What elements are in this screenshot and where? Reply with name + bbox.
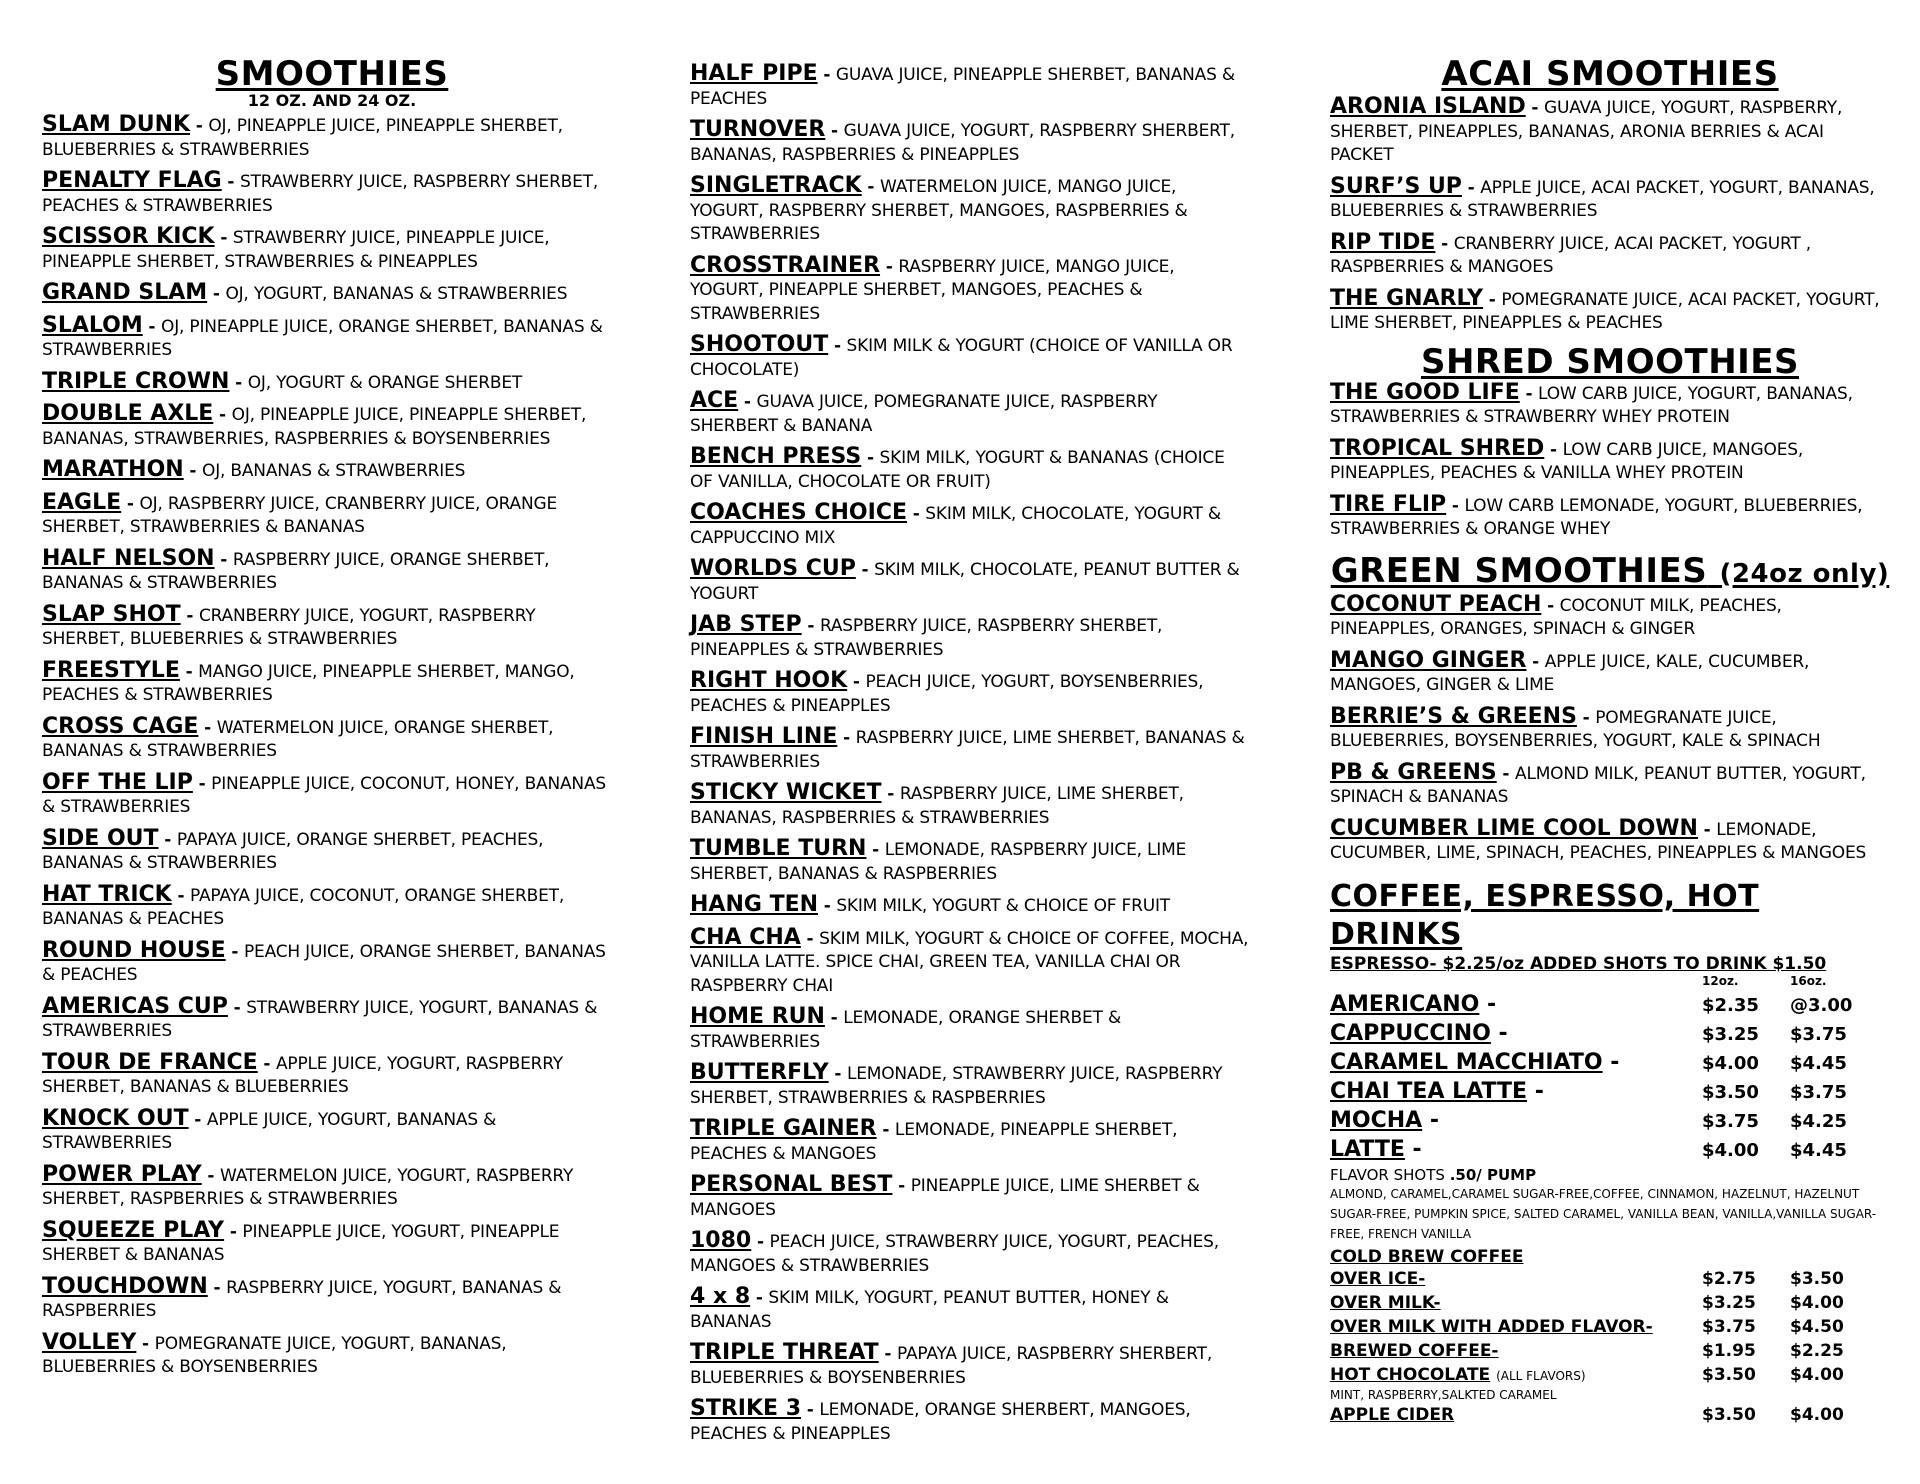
menu-item: SHOOTOUT - SKIM MILK & YOGURT (CHOICE OF VANILLA OR CHOCOLATE) [690,332,1233,380]
cold-brew-price-12: $2.75 [1702,1268,1756,1289]
menu-item-name: EAGLE [42,489,122,515]
menu-item-desc: RASPBERRY JUICE, ORANGE SHERBET, BANANAS & STRAWBERRIES [42,549,550,593]
menu-item-desc: GUAVA JUICE, YOGURT, RASPBERRY SHERBERT, BANANAS, RASPBERRIES & PINEAPPLES [690,121,1235,165]
menu-item-desc: PEACH JUICE, ORANGE SHERBET, BANANAS & PEACHES [42,941,606,985]
menu-item-desc: APPLE JUICE, YOGURT, RASPBERRY SHERBET, BANANAS & BLUEBERRIES [42,1053,563,1097]
menu-item-desc: MANGO JUICE, PINEAPPLE SHERBET, MANGO, PEACHES & STRAWBERRIES [42,661,575,705]
menu-item-desc: GUAVA JUICE, PINEAPPLE SHERBET, BANANAS & PEACHES [690,65,1235,109]
shred-list [1330,381,1890,542]
menu-item-name: TRIPLE CROWN [42,368,230,394]
menu-item: DOUBLE AXLE - OJ, PINEAPPLE JUICE, PINEAPPLE SHERBET, BANANAS, STRAWBERRIES, RASPBERRIES & BOYSENBERRIES [42,401,587,449]
menu-item-desc: STRAWBERRY JUICE, PINEAPPLE JUICE, PINEAPPLE SHERBET, STRAWBERRIES & PINEAPPLES [42,228,550,272]
menu-item: SINGLETRACK - WATERMELON JUICE, MANGO JUICE, YOGURT, RASPBERRY SHERBET, MANGOES, RASPBERRIES & STRAWBERRIES [690,173,1188,244]
menu-item-desc: STRAWBERRY JUICE, YOGURT, BANANAS & STRAWBERRIES [42,997,598,1041]
drink-name: LATTE [1330,1136,1405,1162]
menu-item: PENALTY FLAG - STRAWBERRY JUICE, RASPBERRY SHERBET, PEACHES & STRAWBERRIES [42,168,599,216]
hot-chocolate-note: (ALL FLAVORS) [1496,1368,1586,1383]
menu-item-desc: POMEGRANATE JUICE, ACAI PACKET, YOGURT, LIME SHERBET, PINEAPPLES & PEACHES [1330,289,1880,333]
cold-brew-price-12: $3.75 [1702,1316,1756,1337]
menu-item-name: 1080 [690,1228,752,1253]
menu-item-desc: RASPBERRY JUICE, LIME SHERBET, BANANAS, RASPBERRIES & STRAWBERRIES [690,784,1184,828]
menu-item: SLAP SHOT - CRANBERRY JUICE, YOGURT, RASPBERRY SHERBET, BLUEBERRIES & STRAWBERRIES [42,601,536,649]
menu-item-name: SLAM DUNK [42,112,191,137]
menu-item: OFF THE LIP - PINEAPPLE JUICE, COCONUT, HONEY, BANANAS & STRAWBERRIES [42,769,606,817]
menu-item-name: COCONUT PEACH [1330,591,1542,617]
menu-item-name: STRIKE 3 [690,1396,802,1421]
menu-item-desc: LOW CARB LEMONADE, YOGURT, BLUEBERRIES, STRAWBERRIES & ORANGE WHEY [1330,495,1863,539]
menu-item: RIP TIDE - CRANBERRY JUICE, ACAI PACKET, YOGURT , RASPBERRIES & MANGOES [1330,229,1811,277]
menu-item: SIDE OUT - PAPAYA JUICE, ORANGE SHERBET, PEACHES, BANANAS & STRAWBERRIES [42,825,544,873]
menu-item-desc: CRANBERRY JUICE, ACAI PACKET, YOGURT , RASPBERRIES & MANGOES [1330,233,1811,277]
menu-item-desc: SKIM MILK, YOGURT & CHOICE OF COFFEE, MOCHA, VANILLA LATTE. SPICE CHAI, GREEN TEA, VANILLA CHAI OR RASPBERRY CHAI [690,928,1249,996]
menu-item-name: CUCUMBER LIME COOL DOWN [1330,815,1698,841]
menu-item: KNOCK OUT - APPLE JUICE, YOGURT, BANANAS & STRAWBERRIES [42,1105,497,1153]
cold-brew-list [1330,1267,1890,1363]
smoothies-list-2 [690,62,1250,1446]
apple-cider-price-12: $3.50 [1702,1404,1756,1425]
smoothies-title: SMOOTHIES [215,54,449,94]
drink-row: MOCHA - $3.75 $4.25 [1330,1108,1890,1137]
menu-item: HAT TRICK - PAPAYA JUICE, COCONUT, ORANGE SHERBET, BANANAS & PEACHES [42,881,565,929]
menu-item: PERSONAL BEST - PINEAPPLE JUICE, LIME SHERBET & MANGOES [690,1172,1200,1220]
menu-item: SURF’S UP - APPLE JUICE, ACAI PACKET, YOGURT, BANANAS, BLUEBERRIES & STRAWBERRIES [1330,173,1875,221]
menu-item-name: HALF NELSON [42,545,215,571]
menu-item-desc: CRANBERRY JUICE, YOGURT, RASPBERRY SHERBET, BLUEBERRIES & STRAWBERRIES [42,605,536,649]
menu-item-name: WORLDS CUP [690,556,856,581]
menu-item-desc: SKIM MILK, CHOCOLATE, PEANUT BUTTER & YOGURT [690,560,1240,604]
specialty-column [1330,55,1890,1427]
menu-item-name: BENCH PRESS [690,444,862,469]
menu-item: TRIPLE GAINER - LEMONADE, PINEAPPLE SHERBET, PEACHES & MANGOES [690,1116,1178,1164]
hot-chocolate-flavors: MINT, RASPBERRY,SALKTED CARAMEL [1330,1387,1557,1402]
menu-item-name: HALF PIPE [690,61,818,86]
menu-item: POWER PLAY - WATERMELON JUICE, YOGURT, RASPBERRY SHERBET, RASPBERRIES & STRAWBERRIES [42,1161,574,1209]
size-16oz: 16oz. [1790,973,1827,988]
menu-item-name: KNOCK OUT [42,1105,189,1131]
menu-item-name: AMERICAS CUP [42,993,228,1019]
menu-item: CUCUMBER LIME COOL DOWN - LEMONADE, CUCUMBER, LIME, SPINACH, PEACHES, PINEAPPLES & MANGOES [1330,815,1867,863]
menu-item-name: SQUEEZE PLAY [42,1217,225,1243]
hot-chocolate-row [1330,1363,1890,1387]
cold-brew-row [1330,1315,1890,1339]
menu-item: BENCH PRESS - SKIM MILK, YOGURT & BANANAS (CHOICE OF VANILLA, CHOCOLATE OR FRUIT) [690,444,1225,492]
menu-item: SLAM DUNK - OJ, PINEAPPLE JUICE, PINEAPPLE SHERBET, BLUEBERRIES & STRAWBERRIES [42,112,563,160]
menu-item-desc: OJ, YOGURT, BANANAS & STRAWBERRIES [225,284,568,304]
menu-item-desc: WATERMELON JUICE, ORANGE SHERBET, BANANAS & STRAWBERRIES [42,717,554,761]
drink-price-12: $2.35 [1702,994,1759,1016]
menu-item-desc: SKIM MILK, YOGURT & BANANAS (CHOICE OF VANILLA, CHOCOLATE OR FRUIT) [690,448,1225,492]
menu-item: PB & GREENS - ALMOND MILK, PEANUT BUTTER, YOGURT, SPINACH & BANANAS [1330,759,1866,807]
cold-brew-name: OVER MILK- [1330,1292,1441,1313]
menu-item: THE GNARLY - POMEGRANATE JUICE, ACAI PACKET, YOGURT, LIME SHERBET, PINEAPPLES & PEACHES [1330,285,1880,333]
green-list [1330,593,1890,866]
size-header [1330,974,1890,992]
menu-item: AMERICAS CUP - STRAWBERRY JUICE, YOGURT, BANANAS & STRAWBERRIES [42,993,598,1041]
menu-item-name: PENALTY FLAG [42,168,222,193]
menu-item-name: POWER PLAY [42,1161,202,1187]
menu-item: HALF PIPE - GUAVA JUICE, PINEAPPLE SHERBET, BANANAS & PEACHES [690,61,1235,109]
menu-item-name: BERRIE’S & GREENS [1330,703,1577,729]
menu-item: STRIKE 3 - LEMONADE, ORANGE SHERBERT, MANGOES, PEACHES & PINEAPPLES [690,1396,1191,1444]
drink-row: CAPPUCCINO - $3.25 $3.75 [1330,1021,1890,1050]
menu-item: TUMBLE TURN - LEMONADE, RASPBERRY JUICE, LIME SHERBET, BANANAS & RASPBERRIES [690,836,1187,884]
drink-row: CARAMEL MACCHIATO - $4.00 $4.45 [1330,1050,1890,1079]
menu-item-name: HOME RUN [690,1004,825,1029]
menu-item-name: CHA CHA [690,924,801,950]
drink-name: CHAI TEA LATTE [1330,1078,1528,1104]
apple-cider-price-16: $4.00 [1790,1404,1844,1425]
menu-item: TRIPLE THREAT - PAPAYA JUICE, RASPBERRY SHERBERT, BLUEBERRIES & BOYSENBERRIES [690,1340,1213,1388]
menu-item-desc: POMEGRANATE JUICE, BLUEBERRIES, BOYSENBERRIES, YOGURT, KALE & SPINACH [1330,707,1821,751]
menu-item: TOUR DE FRANCE - APPLE JUICE, YOGURT, RASPBERRY SHERBET, BANANAS & BLUEBERRIES [42,1049,563,1097]
menu-item-name: ARONIA ISLAND [1330,94,1526,119]
menu-item: ARONIA ISLAND - GUAVA JUICE, YOGURT, RASPBERRY, SHERBET, PINEAPPLES, BANANAS, ARONIA BERRIES & ACAI PACKET [1330,94,1843,165]
menu-item: FINISH LINE - RASPBERRY JUICE, LIME SHERBET, BANANAS & STRAWBERRIES [690,724,1245,772]
menu-item: SQUEEZE PLAY - PINEAPPLE JUICE, YOGURT, PINEAPPLE SHERBET & BANANAS [42,1217,560,1265]
menu-item-desc: ALMOND MILK, PEANUT BUTTER, YOGURT, SPINACH & BANANAS [1330,763,1866,807]
menu-item-desc: WATERMELON JUICE, YOGURT, RASPBERRY SHERBET, RASPBERRIES & STRAWBERRIES [42,1165,574,1209]
menu-item-desc: SKIM MILK, YOGURT, PEANUT BUTTER, HONEY & BANANAS [690,1288,1169,1332]
menu-item: COCONUT PEACH - COCONUT MILK, PEACHES, PINEAPPLES, ORANGES, SPINACH & GINGER [1330,591,1782,639]
menu-item-name: HANG TEN [690,892,819,917]
hot-drinks-list [1330,992,1890,1166]
cold-brew-row [1330,1267,1890,1291]
drink-price-12: $4.00 [1702,1052,1759,1074]
menu-item-desc: SKIM MILK, YOGURT & CHOICE OF FRUIT [836,896,1170,916]
menu-item: ROUND HOUSE - PEACH JUICE, ORANGE SHERBET, BANANAS & PEACHES [42,937,606,985]
menu-item: TROPICAL SHRED - LOW CARB JUICE, MANGOES, PINEAPPLES, PEACHES & VANILLA WHEY PROTEIN [1330,435,1804,483]
menu-item-desc: PEACH JUICE, STRAWBERRY JUICE, YOGURT, PEACHES, MANGOES & STRAWBERRIES [690,1232,1219,1276]
menu-item-desc: PAPAYA JUICE, ORANGE SHERBET, PEACHES, BANANAS & STRAWBERRIES [42,829,544,873]
menu-item-desc: STRAWBERRY JUICE, RASPBERRY SHERBET, PEACHES & STRAWBERRIES [42,172,599,216]
menu-item-desc: PAPAYA JUICE, RASPBERRY SHERBERT, BLUEBERRIES & BOYSENBERRIES [690,1344,1213,1388]
cold-brew-name: OVER ICE- [1330,1268,1426,1289]
menu-item-desc: PINEAPPLE JUICE, COCONUT, HONEY, BANANAS & STRAWBERRIES [42,773,606,817]
menu-item-name: TOUR DE FRANCE [42,1049,258,1075]
menu-item-name: TUMBLE TURN [690,836,867,861]
menu-item-desc: OJ, RASPBERRY JUICE, CRANBERRY JUICE, ORANGE SHERBET, STRAWBERRIES & BANANAS [42,493,558,537]
menu-item: COACHES CHOICE - SKIM MILK, CHOCOLATE, YOGURT & CAPPUCCINO MIX [690,500,1221,548]
menu-item-desc: SKIM MILK & YOGURT (CHOICE OF VANILLA OR CHOCOLATE) [690,336,1233,380]
flavor-shots-price: .50/ PUMP [1449,1165,1537,1184]
menu-item-desc: RASPBERRY JUICE, LIME SHERBET, BANANAS & STRAWBERRIES [690,728,1245,772]
drink-price-16: $4.25 [1790,1110,1847,1132]
hot-chocolate-price-12: $3.50 [1702,1364,1756,1385]
drink-price-16: $4.45 [1790,1139,1847,1161]
menu-item: ACE - GUAVA JUICE, POMEGRANATE JUICE, RASPBERRY SHERBERT & BANANA [690,388,1158,436]
menu-item-name: CROSSTRAINER [690,252,881,278]
drink-price-16: $3.75 [1790,1023,1847,1045]
menu-item-desc: OJ, PINEAPPLE JUICE, ORANGE SHERBET, BANANAS & STRAWBERRIES [42,316,603,360]
menu-item-name: TIRE FLIP [1330,491,1447,517]
menu-item: MARATHON - OJ, BANANAS & STRAWBERRIES [42,457,466,482]
cold-brew-price-12: $3.25 [1702,1292,1756,1313]
menu-item: RIGHT HOOK - PEACH JUICE, YOGURT, BOYSENBERRIES, PEACHES & PINEAPPLES [690,668,1204,716]
menu-item: TIRE FLIP - LOW CARB LEMONADE, YOGURT, BLUEBERRIES, STRAWBERRIES & ORANGE WHEY [1330,491,1863,539]
menu-item-name: THE GOOD LIFE [1330,379,1520,405]
espresso-price: ESPRESSO- $2.25/oz ADDED SHOTS TO DRINK $1.50 [1330,953,1827,974]
drink-row: LATTE - $4.00 $4.45 [1330,1137,1890,1166]
menu-item-name: 4 x 8 [690,1284,751,1309]
cold-brew-name: OVER MILK WITH ADDED FLAVOR- [1330,1316,1653,1337]
green-title-text: GREEN SMOOTHIES [1330,550,1708,591]
smoothies-column-2 [690,62,1250,1453]
menu-item-name: PB & GREENS [1330,759,1497,785]
menu-item-desc: LEMONADE, CUCUMBER, LIME, SPINACH, PEACHES, PINEAPPLES & MANGOES [1330,819,1867,863]
menu-item-desc: COCONUT MILK, PEACHES, PINEAPPLES, ORANGES, SPINACH & GINGER [1330,595,1782,639]
menu-item-name: SHOOTOUT [690,332,829,357]
cold-brew-row [1330,1339,1890,1363]
cold-brew-price-16: $3.50 [1790,1268,1844,1289]
menu-item-desc: SKIM MILK, CHOCOLATE, YOGURT & CAPPUCCINO MIX [690,504,1221,548]
menu-item-name: THE GNARLY [1330,285,1484,311]
menu-item-desc: OJ, YOGURT & ORANGE SHERBET [247,372,523,393]
shred-title: SHRED SMOOTHIES [1420,341,1800,382]
menu-item-name: TROPICAL SHRED [1330,435,1545,461]
coffee-title: COFFEE, ESPRESSO, HOT DRINKS [1330,878,1760,952]
menu-item-desc: POMEGRANATE JUICE, YOGURT, BANANAS, BLUEBERRIES & BOYSENBERRIES [42,1333,507,1377]
menu-item-name: FREESTYLE [42,657,180,683]
menu-item-name: PERSONAL BEST [690,1172,893,1197]
menu-item: BERRIE’S & GREENS - POMEGRANATE JUICE, BLUEBERRIES, BOYSENBERRIES, YOGURT, KALE & SPINACH [1330,703,1821,751]
menu-item: MANGO GINGER - APPLE JUICE, KALE, CUCUMBER, MANGOES, GINGER & LIME [1330,647,1810,695]
menu-item-name: FINISH LINE [690,724,838,749]
menu-item-desc: OJ, PINEAPPLE JUICE, PINEAPPLE SHERBET, BANANAS, STRAWBERRIES, RASPBERRIES & BOYSENBERRIES [42,405,587,449]
menu-item-name: SCISSOR KICK [42,224,215,249]
acai-list [1330,95,1890,336]
drink-price-16: $3.75 [1790,1081,1847,1103]
hot-chocolate-price-16: $4.00 [1790,1364,1844,1385]
drink-row: CHAI TEA LATTE - $3.50 $3.75 [1330,1079,1890,1108]
menu-item-desc: APPLE JUICE, YOGURT, BANANAS & STRAWBERRIES [42,1109,497,1153]
cold-brew-price-16: $2.25 [1790,1340,1844,1361]
menu-item-name: SURF’S UP [1330,173,1462,199]
drink-name: CAPPUCCINO [1330,1020,1491,1046]
menu-item: SLALOM - OJ, PINEAPPLE JUICE, ORANGE SHERBET, BANANAS & STRAWBERRIES [42,312,603,360]
menu-item-name: VOLLEY [42,1329,137,1355]
menu-item: WORLDS CUP - SKIM MILK, CHOCOLATE, PEANUT BUTTER & YOGURT [690,556,1240,604]
menu-item: CROSSTRAINER - RASPBERRY JUICE, MANGO JUICE, YOGURT, PINEAPPLE SHERBET, MANGOES, PEACHES & STRAWBERRIES [690,252,1175,324]
menu-item-name: CROSS CAGE [42,713,199,739]
menu-item-desc: WATERMELON JUICE, MANGO JUICE, YOGURT, RASPBERRY SHERBET, MANGOES, RASPBERRIES & STRAWBERRIES [690,177,1188,244]
drink-name: MOCHA [1330,1107,1423,1133]
menu-item-name: ACE [690,388,739,413]
menu-item: EAGLE - OJ, RASPBERRY JUICE, CRANBERRY JUICE, ORANGE SHERBET, STRAWBERRIES & BANANAS [42,489,558,537]
menu-item-name: COACHES CHOICE [690,500,907,525]
menu-item-desc: LEMONADE, RASPBERRY JUICE, LIME SHERBET, BANANAS & RASPBERRIES [690,840,1187,884]
menu-item: FREESTYLE - MANGO JUICE, PINEAPPLE SHERBET, MANGO, PEACHES & STRAWBERRIES [42,657,575,705]
menu-item: TURNOVER - GUAVA JUICE, YOGURT, RASPBERRY SHERBERT, BANANAS, RASPBERRIES & PINEAPPLES [690,117,1235,165]
apple-cider-name: APPLE CIDER [1330,1404,1455,1425]
menu-item: 1080 - PEACH JUICE, STRAWBERRY JUICE, YOGURT, PEACHES, MANGOES & STRAWBERRIES [690,1228,1219,1276]
menu-item: THE GOOD LIFE - LOW CARB JUICE, YOGURT, BANANAS, STRAWBERRIES & STRAWBERRY WHEY PROTEIN [1330,379,1853,427]
menu-item-name: BUTTERFLY [690,1060,829,1085]
smoothies-column [42,55,622,1387]
cold-brew-price-16: $4.00 [1790,1292,1844,1313]
menu-item-name: OFF THE LIP [42,769,193,795]
menu-item: TRIPLE CROWN - OJ, YOGURT & ORANGE SHERBET [42,368,523,394]
cold-brew-price-16: $4.50 [1790,1316,1844,1337]
flavor-list: ALMOND, CARAMEL,CARAMEL SUGAR-FREE,COFFEE, CINNAMON, HAZELNUT, HAZELNUT SUGAR-FREE, PUMPKIN SPICE, SALTED CARAMEL, VANILLA BEAN, VANILLA,VANILLA SUGAR-FREE, FRENCH VANILLA [1330,1186,1877,1241]
size-12oz: 12oz. [1702,973,1739,988]
menu-item: STICKY WICKET - RASPBERRY JUICE, LIME SHERBET, BANANAS, RASPBERRIES & STRAWBERRIES [690,780,1184,828]
menu-item-name: SINGLETRACK [690,173,862,198]
flavor-shots [1330,1166,1890,1184]
menu-item: CROSS CAGE - WATERMELON JUICE, ORANGE SHERBET, BANANAS & STRAWBERRIES [42,713,554,761]
menu-item-name: TURNOVER [690,117,826,142]
menu-item-name: RIP TIDE [1330,229,1436,255]
menu-item-desc: RASPBERRY JUICE, MANGO JUICE, YOGURT, PINEAPPLE SHERBET, MANGOES, PEACHES & STRAWBERRIES [690,256,1175,324]
menu-item-desc: PINEAPPLE JUICE, LIME SHERBET & MANGOES [690,1176,1200,1220]
green-title [1330,552,1890,593]
drink-price-12: $3.25 [1702,1023,1759,1045]
apple-cider-row [1330,1403,1890,1427]
drink-price-16: @3.00 [1790,994,1853,1016]
cold-brew-row [1330,1291,1890,1315]
menu-item-desc: OJ, BANANAS & STRAWBERRIES [202,461,466,481]
drink-row: AMERICANO - $2.35 @3.00 [1330,992,1890,1021]
menu-item-name: STICKY WICKET [690,780,882,805]
menu-item: JAB STEP - RASPBERRY JUICE, RASPBERRY SHERBET, PINEAPPLES & STRAWBERRIES [690,612,1163,660]
drink-price-16: $4.45 [1790,1052,1847,1074]
menu-item-name: DOUBLE AXLE [42,401,214,426]
menu-item-desc: PINEAPPLE JUICE, YOGURT, PINEAPPLE SHERBET & BANANAS [42,1221,560,1265]
menu-item-desc: LEMONADE, PINEAPPLE SHERBET, PEACHES & MANGOES [690,1120,1178,1164]
menu-item: TOUCHDOWN - RASPBERRY JUICE, YOGURT, BANANAS & RASPBERRIES [42,1273,562,1321]
menu-item: HOME RUN - LEMONADE, ORANGE SHERBET & STRAWBERRIES [690,1004,1122,1052]
menu-item-name: GRAND SLAM [42,280,208,305]
menu-item-name: TRIPLE THREAT [690,1340,879,1365]
menu-item-name: TOUCHDOWN [42,1273,208,1299]
menu-item-desc: LEMONADE, ORANGE SHERBERT, MANGOES, PEACHES & PINEAPPLES [690,1400,1191,1444]
menu-item: SCISSOR KICK - STRAWBERRY JUICE, PINEAPPLE JUICE, PINEAPPLE SHERBET, STRAWBERRIES & PINEAPPLES [42,224,550,272]
menu-item-desc: OJ, PINEAPPLE JUICE, PINEAPPLE SHERBET, BLUEBERRIES & STRAWBERRIES [42,116,563,160]
menu-item: BUTTERFLY - LEMONADE, STRAWBERRY JUICE, RASPBERRY SHERBET, STRAWBERRIES & RASPBERRIES [690,1060,1223,1108]
menu-item: VOLLEY - POMEGRANATE JUICE, YOGURT, BANANAS, BLUEBERRIES & BOYSENBERRIES [42,1329,507,1377]
drink-price-12: $4.00 [1702,1139,1759,1161]
cold-brew-header: COLD BREW COFFEE [1330,1246,1524,1267]
menu-item: 4 x 8 - SKIM MILK, YOGURT, PEANUT BUTTER, HONEY & BANANAS [690,1284,1169,1332]
cold-brew-price-12: $1.95 [1702,1340,1756,1361]
menu-item-name: HAT TRICK [42,881,172,907]
menu-item-name: RIGHT HOOK [690,668,848,693]
menu-item-desc: RASPBERRY JUICE, YOGURT, BANANAS & RASPBERRIES [42,1277,562,1321]
menu-item-desc: PEACH JUICE, YOGURT, BOYSENBERRIES, PEACHES & PINEAPPLES [690,672,1204,716]
acai-title: ACAI SMOOTHIES [1441,54,1779,94]
menu-item-name: MANGO GINGER [1330,647,1527,673]
menu-item-name: ROUND HOUSE [42,937,226,963]
menu-item-name: SLALOM [42,312,143,338]
menu-item: GRAND SLAM - OJ, YOGURT, BANANAS & STRAWBERRIES [42,280,568,305]
menu-item: HALF NELSON - RASPBERRY JUICE, ORANGE SHERBET, BANANAS & STRAWBERRIES [42,545,550,593]
menu-item-desc: LEMONADE, ORANGE SHERBET & STRAWBERRIES [690,1008,1122,1052]
smoothies-subtitle: 12 OZ. AND 24 OZ. [247,91,417,110]
menu-item-desc: APPLE JUICE, KALE, CUCUMBER, MANGOES, GINGER & LIME [1330,651,1810,695]
hot-chocolate-name: HOT CHOCOLATE [1330,1364,1491,1385]
menu-item-desc: LOW CARB JUICE, YOGURT, BANANAS, STRAWBERRIES & STRAWBERRY WHEY PROTEIN [1330,383,1853,427]
drink-price-12: $3.75 [1702,1110,1759,1132]
menu-item-name: MARATHON [42,457,184,482]
menu-item-desc: PAPAYA JUICE, COCONUT, ORANGE SHERBET, BANANAS & PEACHES [42,885,565,929]
menu-item-name: SIDE OUT [42,825,159,851]
drink-price-12: $3.50 [1702,1081,1759,1103]
menu-item-name: SLAP SHOT [42,601,181,627]
menu-item-desc: APPLE JUICE, ACAI PACKET, YOGURT, BANANAS, BLUEBERRIES & STRAWBERRIES [1330,177,1875,221]
menu-item: HANG TEN - SKIM MILK, YOGURT & CHOICE OF FRUIT [690,892,1170,917]
menu-item: CHA CHA - SKIM MILK, YOGURT & CHOICE OF COFFEE, MOCHA, VANILLA LATTE. SPICE CHAI, GREEN TEA, VANILLA CHAI OR RASPBERRY CHAI [690,924,1249,996]
menu-item-name: TRIPLE GAINER [690,1116,877,1141]
menu-item-desc: LOW CARB JUICE, MANGOES, PINEAPPLES, PEACHES & VANILLA WHEY PROTEIN [1330,439,1804,483]
drink-name: AMERICANO [1330,991,1480,1017]
smoothies-list [42,113,622,1380]
menu-item-desc: GUAVA JUICE, POMEGRANATE JUICE, RASPBERRY SHERBERT & BANANA [690,392,1158,436]
menu-item-desc: GUAVA JUICE, YOGURT, RASPBERRY, SHERBET, PINEAPPLES, BANANAS, ARONIA BERRIES & ACAI PACKET [1330,98,1843,165]
green-title-suffix: (24oz only) [1719,558,1890,589]
menu-item-desc: RASPBERRY JUICE, RASPBERRY SHERBET, PINEAPPLES & STRAWBERRIES [690,616,1163,660]
menu-item-name: JAB STEP [690,612,802,637]
cold-brew-name: BREWED COFFEE- [1330,1340,1499,1361]
drink-name: CARAMEL MACCHIATO [1330,1049,1603,1075]
flavor-shots-label: FLAVOR SHOTS [1330,1165,1445,1184]
menu-item-desc: LEMONADE, STRAWBERRY JUICE, RASPBERRY SHERBET, STRAWBERRIES & RASPBERRIES [690,1064,1223,1108]
